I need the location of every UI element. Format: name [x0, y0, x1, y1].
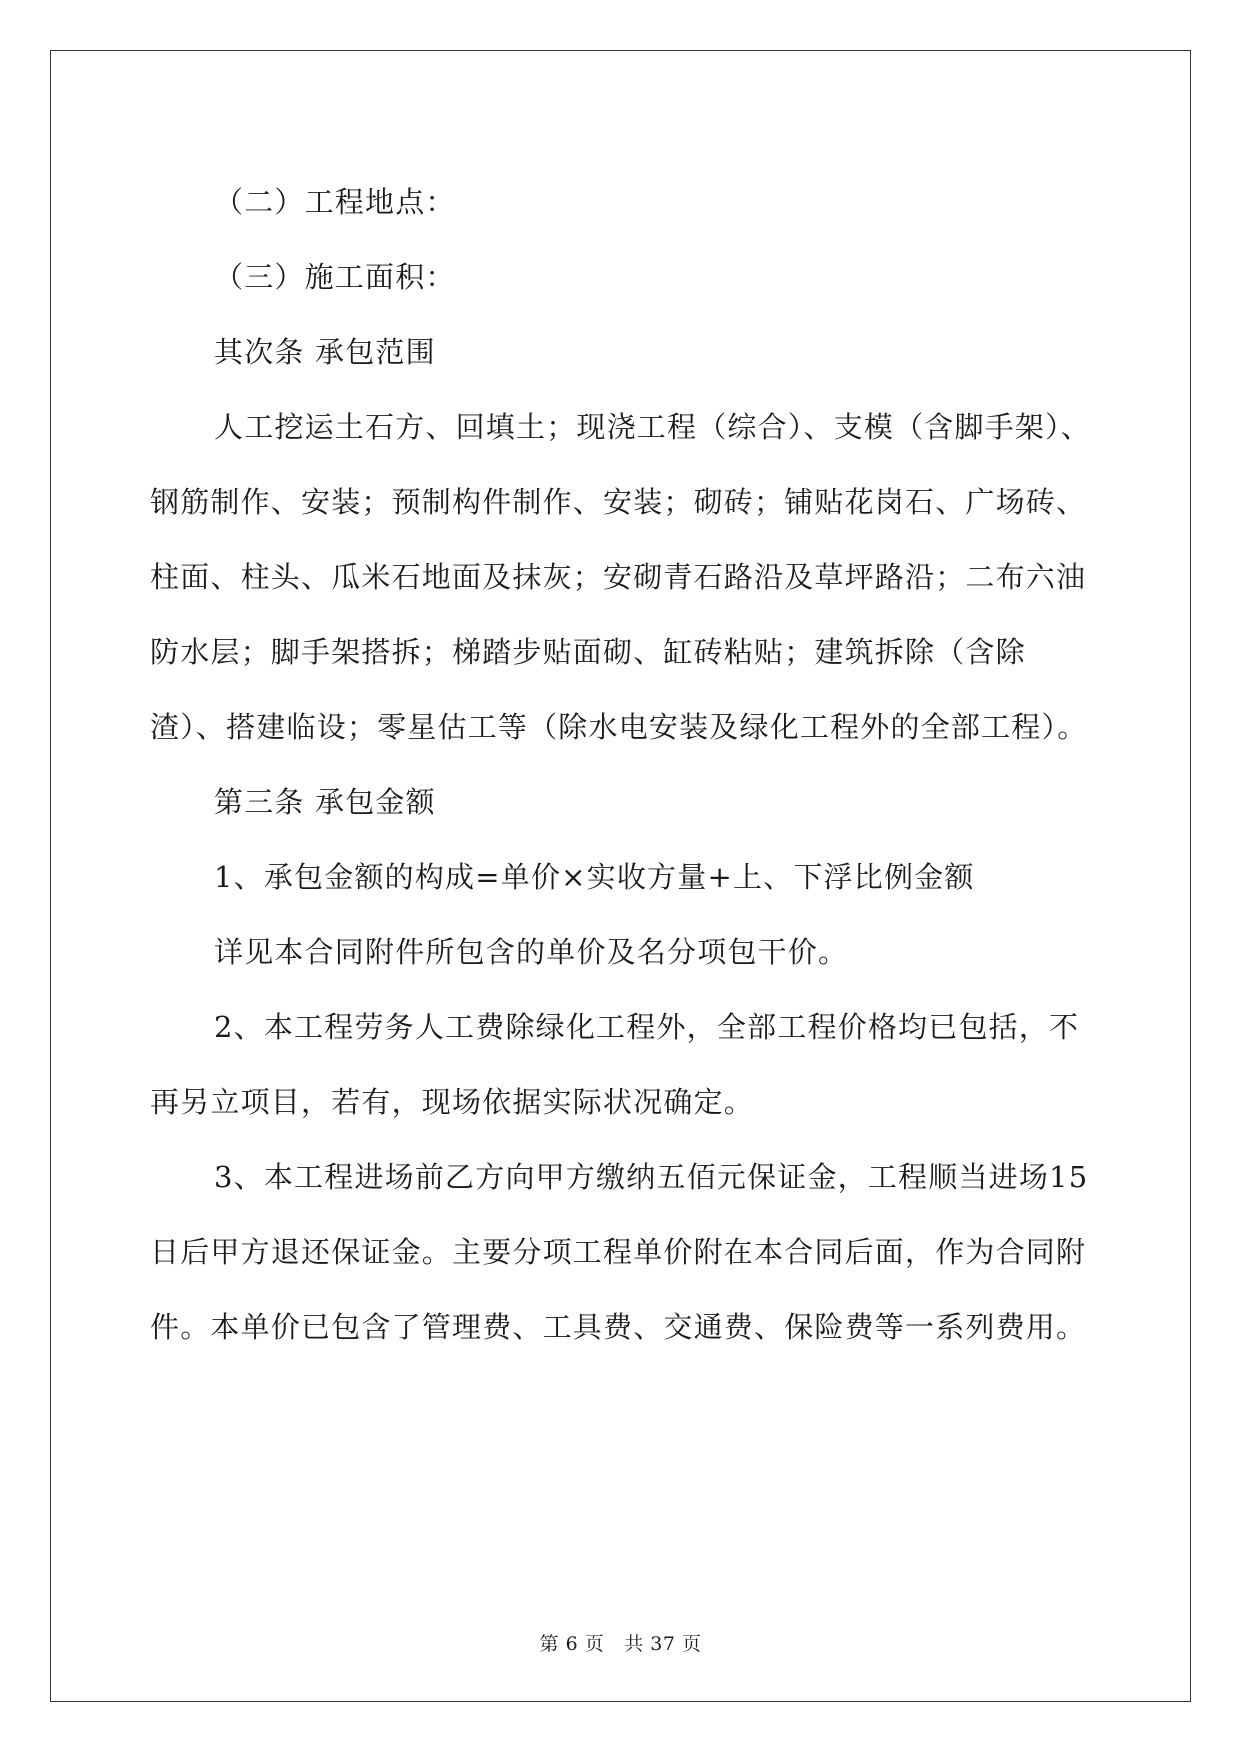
- heading-article-2: 其次条 承包范围: [214, 335, 436, 369]
- heading-article-3: 第三条 承包金额: [214, 785, 436, 819]
- page-total: 共 37 页: [624, 1633, 702, 1655]
- paragraph-amount-composition: 1、承包金额的构成=单价×实收方量+上、下浮比例金额: [214, 860, 975, 894]
- paragraph-deposit: 3、本工程进场前乙方向甲方缴纳五佰元保证金，工程顺当进场15日后甲方退还保证金。主要分项工程单价附在本合同后面，作为合同附件。本单价已包含了管理费、工具费、交通费、保险费等一系列费用。: [150, 1160, 1089, 1344]
- paragraph-project-location: （二）工程地点：: [214, 185, 456, 219]
- paragraph-contract-scope: 人工挖运土石方、回填土；现浇工程（综合）、支模（含脚手架）、钢筋制作、安装；预制构件制作、安装；砌砖；铺贴花岗石、广场砖、柱面、柱头、瓜米石地面及抹灰；安砌青石路沿及草坪路沿；二布六油防水层；脚手架搭拆；梯踏步贴面砌、缸砖粘贴；建筑拆除（含除渣）、搭建临设；零星估工等（除水电安装及绿化工程外的全部工程）。: [150, 410, 1092, 744]
- paragraph-attachment-reference: 详见本合同附件所包含的单价及名分项包干价。: [214, 935, 849, 969]
- paragraph-construction-area: （三）施工面积：: [214, 260, 456, 294]
- document-body: [150, 165, 1092, 1365]
- page-number: 第 6 页: [539, 1633, 605, 1655]
- paragraph-labor-cost: 2、本工程劳务人工费除绿化工程外，全部工程价格均已包括，不再另立项目，若有，现场依据实际状况确定。: [150, 1010, 1080, 1119]
- page-footer: [0, 1632, 1241, 1656]
